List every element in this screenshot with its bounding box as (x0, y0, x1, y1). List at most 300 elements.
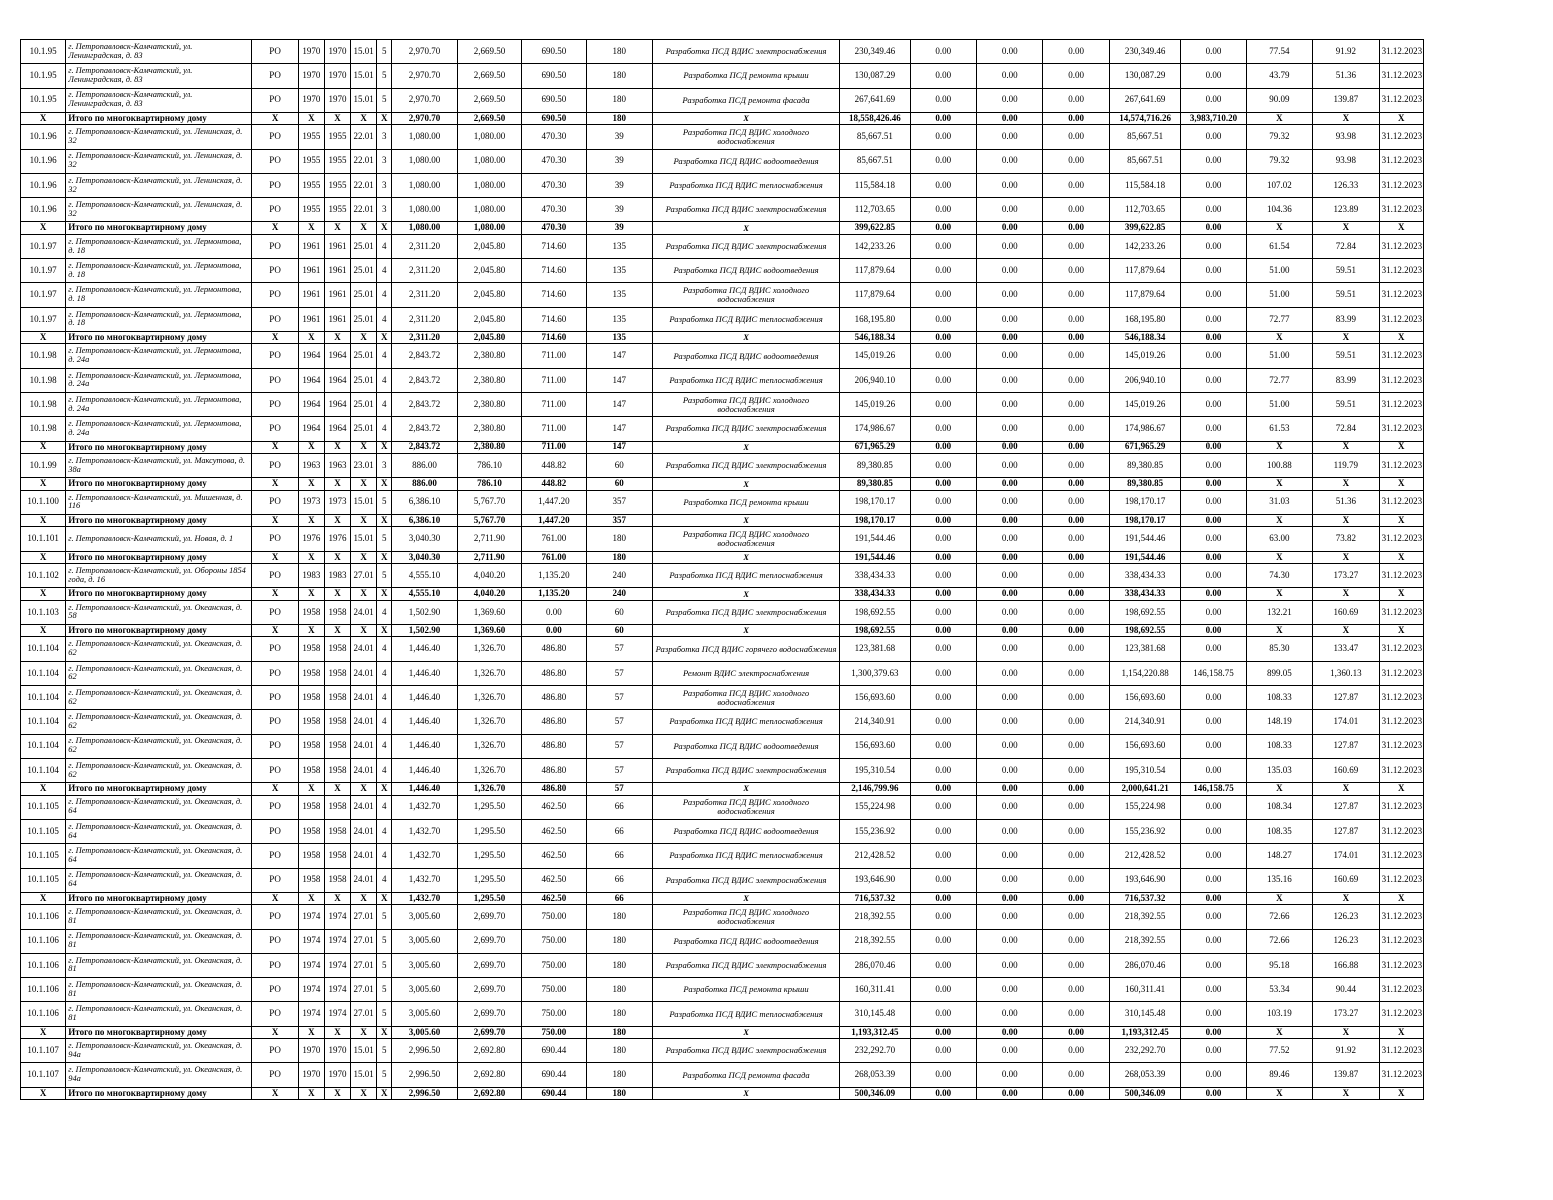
cell-cost-owners: 0.00 (1181, 1063, 1246, 1087)
cell-total-cost: 123,381.68 (840, 637, 910, 661)
cell-total-cost: 174,986.67 (840, 417, 910, 441)
cell-total-area: 6,386.10 (392, 490, 457, 514)
cell-deadline: 31.12.2023 (1379, 758, 1423, 782)
cell-address: Итого по многоквартирному дому (66, 478, 252, 490)
cell-year-built: 1961 (298, 234, 324, 258)
cell-year-built: 1964 (298, 368, 324, 392)
cell-id: 10.1.95 (21, 40, 66, 64)
table-row (21, 844, 1424, 868)
cell-deadline: 31.12.2023 (1379, 173, 1423, 197)
cell-year-commission: 1958 (324, 637, 350, 661)
cell-living-area: 2,380.80 (457, 344, 521, 368)
cell-form: Х (252, 112, 298, 124)
cell-floors: 3 (377, 198, 392, 222)
cell-building-category: Х (351, 478, 377, 490)
cell-year-commission: 1958 (324, 710, 350, 734)
cell-cost-local: 0.00 (1043, 234, 1109, 258)
cell-cost-regional: 0.00 (977, 478, 1043, 490)
cell-floors: Х (377, 783, 392, 795)
cell-total-cost: 198,170.17 (840, 490, 910, 514)
table-row (21, 868, 1424, 892)
cell-building-category: 24.01 (351, 710, 377, 734)
cell-total-cost: 89,380.85 (840, 478, 910, 490)
cell-address: г. Петропавловск-Камчатский, ул. Океанская, д. 64 (66, 844, 252, 868)
cell-id: 10.1.97 (21, 283, 66, 307)
cell-form: РО (252, 259, 298, 283)
cell-id: 10.1.105 (21, 819, 66, 843)
cell-deadline: 31.12.2023 (1379, 600, 1423, 624)
cell-year-commission: Х (324, 892, 350, 904)
cell-year-commission: 1958 (324, 868, 350, 892)
cell-total-area: 1,080.00 (392, 222, 457, 234)
cell-residents: 135 (586, 332, 652, 344)
cell-common-area: 714.60 (522, 307, 586, 331)
cell-work-type: Х (652, 222, 839, 234)
cell-form: РО (252, 88, 298, 112)
cell-floors: 3 (377, 125, 392, 149)
cell-year-built: 1958 (298, 819, 324, 843)
cell-cost-owners: 0.00 (1181, 307, 1246, 331)
cell-address: г. Петропавловск-Камчатский, ул. Лермонтова, д. 24а (66, 417, 252, 441)
cell-cost-owners: 0.00 (1181, 905, 1246, 929)
cell-residents: 57 (586, 686, 652, 710)
cell-living-area: 2,045.80 (457, 234, 521, 258)
cell-living-area: 2,699.70 (457, 1026, 521, 1038)
cell-total-cost: 268,053.39 (840, 1063, 910, 1087)
cell-unit-cost-limit: Х (1313, 1087, 1379, 1099)
cell-living-area: 2,045.80 (457, 307, 521, 331)
cell-living-area: 2,045.80 (457, 283, 521, 307)
cell-cost-federal: 0.00 (910, 637, 976, 661)
cell-unit-cost-limit: 59.51 (1313, 259, 1379, 283)
cell-total-cost: 18,558,426.46 (840, 112, 910, 124)
cell-floors: Х (377, 892, 392, 904)
cell-deadline: 31.12.2023 (1379, 417, 1423, 441)
cell-residents: 60 (586, 625, 652, 637)
cell-year-built: 1974 (298, 1002, 324, 1026)
cell-work-type: Х (652, 112, 839, 124)
cell-work-type: Разработка ПСД ВДИС теплоснабжения (652, 844, 839, 868)
cell-unit-cost-limit: 72.84 (1313, 417, 1379, 441)
cell-year-built: Х (298, 332, 324, 344)
cell-cost-regional: 0.00 (977, 758, 1043, 782)
cell-address: г. Петропавловск-Камчатский, ул. Лермонтова, д. 24а (66, 393, 252, 417)
cell-cost-fund: 716,537.32 (1109, 892, 1180, 904)
cell-residents: 180 (586, 551, 652, 563)
cell-building-category: Х (351, 332, 377, 344)
cell-deadline: 31.12.2023 (1379, 795, 1423, 819)
cell-year-commission: 1970 (324, 88, 350, 112)
cell-total-area: 2,996.50 (392, 1063, 457, 1087)
cell-year-built: 1964 (298, 344, 324, 368)
cell-year-built: 1963 (298, 454, 324, 478)
cell-building-category: 24.01 (351, 795, 377, 819)
cell-unit-cost-limit: 59.51 (1313, 283, 1379, 307)
cell-total-cost: 198,692.55 (840, 600, 910, 624)
cell-unit-cost-fact: 135.03 (1246, 758, 1312, 782)
total-row (21, 1087, 1424, 1099)
cell-address: г. Петропавловск-Камчатский, ул. Океанская, д. 94а (66, 1039, 252, 1063)
cell-cost-federal: 0.00 (910, 795, 976, 819)
cell-form: РО (252, 417, 298, 441)
cell-building-category: 24.01 (351, 734, 377, 758)
cell-total-cost: 2,146,799.96 (840, 783, 910, 795)
cell-residents: 66 (586, 844, 652, 868)
cell-total-cost: 156,693.60 (840, 734, 910, 758)
cell-living-area: 2,711.90 (457, 527, 521, 551)
cell-cost-local: 0.00 (1043, 868, 1109, 892)
cell-living-area: 2,699.70 (457, 978, 521, 1002)
cell-total-area: 1,080.00 (392, 149, 457, 173)
cell-cost-fund: 155,236.92 (1109, 819, 1180, 843)
cell-residents: 180 (586, 905, 652, 929)
table-row (21, 307, 1424, 331)
cell-cost-fund: 268,053.39 (1109, 1063, 1180, 1087)
cell-total-area: 2,311.20 (392, 307, 457, 331)
cell-id: Х (21, 892, 66, 904)
cell-cost-fund: 168,195.80 (1109, 307, 1180, 331)
cell-cost-owners: 0.00 (1181, 515, 1246, 527)
cell-floors: Х (377, 332, 392, 344)
cell-building-category: 25.01 (351, 307, 377, 331)
cell-residents: 180 (586, 1002, 652, 1026)
cell-building-category: Х (351, 222, 377, 234)
cell-building-category: 25.01 (351, 368, 377, 392)
cell-living-area: 2,692.80 (457, 1039, 521, 1063)
cell-cost-fund: 117,879.64 (1109, 259, 1180, 283)
cell-cost-federal: 0.00 (910, 929, 976, 953)
cell-floors: 4 (377, 844, 392, 868)
cell-cost-regional: 0.00 (977, 734, 1043, 758)
cell-building-category: Х (351, 1026, 377, 1038)
cell-building-category: Х (351, 515, 377, 527)
cell-residents: 180 (586, 978, 652, 1002)
cell-floors: Х (377, 1026, 392, 1038)
cell-cost-local: 0.00 (1043, 490, 1109, 514)
cell-work-type: Разработка ПСД ВДИС электроснабжения (652, 953, 839, 977)
cell-common-area: 750.00 (522, 929, 586, 953)
cell-cost-regional: 0.00 (977, 686, 1043, 710)
cell-unit-cost-limit: Х (1313, 515, 1379, 527)
table-row (21, 234, 1424, 258)
cell-total-area: 2,970.70 (392, 64, 457, 88)
cell-cost-regional: 0.00 (977, 1002, 1043, 1026)
cell-form: РО (252, 686, 298, 710)
cell-id: 10.1.100 (21, 490, 66, 514)
cell-year-built: 1958 (298, 844, 324, 868)
cell-form: Х (252, 441, 298, 453)
cell-total-area: 1,432.70 (392, 795, 457, 819)
cell-year-built: 1964 (298, 417, 324, 441)
cell-cost-regional: 0.00 (977, 198, 1043, 222)
table-row (21, 978, 1424, 1002)
cell-work-type: Разработка ПСД ВДИС горячего водоснабжения (652, 637, 839, 661)
cell-unit-cost-fact: Х (1246, 478, 1312, 490)
cell-unit-cost-limit: 59.51 (1313, 393, 1379, 417)
cell-common-area: 714.60 (522, 259, 586, 283)
cell-cost-fund: 112,703.65 (1109, 198, 1180, 222)
cell-cost-owners: 0.00 (1181, 173, 1246, 197)
table-row (21, 734, 1424, 758)
cell-common-area: 470.30 (522, 222, 586, 234)
cell-id: 10.1.97 (21, 307, 66, 331)
cell-cost-owners: 0.00 (1181, 844, 1246, 868)
cell-floors: 5 (377, 1063, 392, 1087)
cell-floors: 4 (377, 393, 392, 417)
cell-living-area: 2,699.70 (457, 905, 521, 929)
cell-cost-owners: 0.00 (1181, 478, 1246, 490)
cell-floors: 3 (377, 149, 392, 173)
cell-floors: 5 (377, 905, 392, 929)
cell-id: Х (21, 222, 66, 234)
cell-common-area: 486.80 (522, 637, 586, 661)
cell-unit-cost-fact: 79.32 (1246, 125, 1312, 149)
cell-total-cost: 117,879.64 (840, 283, 910, 307)
cell-year-commission: 1955 (324, 198, 350, 222)
cell-building-category: 22.01 (351, 173, 377, 197)
cell-year-commission: 1964 (324, 344, 350, 368)
cell-common-area: 470.30 (522, 125, 586, 149)
cell-id: Х (21, 625, 66, 637)
cell-floors: Х (377, 1087, 392, 1099)
cell-residents: 57 (586, 783, 652, 795)
cell-total-area: 2,311.20 (392, 332, 457, 344)
cell-work-type: Разработка ПСД ВДИС холодного водоснабжения (652, 686, 839, 710)
cell-cost-owners: 0.00 (1181, 527, 1246, 551)
cell-work-type: Разработка ПСД ВДИС теплоснабжения (652, 368, 839, 392)
cell-work-type: Х (652, 892, 839, 904)
cell-cost-regional: 0.00 (977, 661, 1043, 685)
cell-unit-cost-fact: 51.00 (1246, 393, 1312, 417)
cell-residents: 180 (586, 1026, 652, 1038)
cell-living-area: 5,767.70 (457, 515, 521, 527)
cell-living-area: 1,326.70 (457, 661, 521, 685)
cell-address: г. Петропавловск-Камчатский, ул. Океанская, д. 62 (66, 637, 252, 661)
cell-cost-owners: 0.00 (1181, 1002, 1246, 1026)
cell-year-commission: 1963 (324, 454, 350, 478)
cell-deadline: 31.12.2023 (1379, 198, 1423, 222)
cell-building-category: 25.01 (351, 283, 377, 307)
cell-cost-owners: 0.00 (1181, 1026, 1246, 1038)
cell-total-area: 1,446.40 (392, 661, 457, 685)
cell-work-type: Разработка ПСД ВДИС электроснабжения (652, 1039, 839, 1063)
cell-cost-federal: 0.00 (910, 222, 976, 234)
cell-total-cost: 206,940.10 (840, 368, 910, 392)
cell-year-commission: Х (324, 332, 350, 344)
cell-work-type: Разработка ПСД ремонта крыши (652, 64, 839, 88)
cell-form: РО (252, 758, 298, 782)
cell-cost-fund: 218,392.55 (1109, 905, 1180, 929)
cell-cost-fund: 156,693.60 (1109, 686, 1180, 710)
cell-id: 10.1.104 (21, 661, 66, 685)
cell-cost-federal: 0.00 (910, 978, 976, 1002)
cell-cost-fund: 191,544.46 (1109, 551, 1180, 563)
cell-cost-regional: 0.00 (977, 149, 1043, 173)
cell-year-built: Х (298, 1087, 324, 1099)
cell-year-built: Х (298, 625, 324, 637)
cell-cost-federal: 0.00 (910, 758, 976, 782)
cell-floors: 5 (377, 1002, 392, 1026)
cell-living-area: 2,669.50 (457, 40, 521, 64)
cell-cost-fund: 198,692.55 (1109, 625, 1180, 637)
total-row (21, 588, 1424, 600)
cell-work-type: Разработка ПСД ВДИС холодного водоснабжения (652, 795, 839, 819)
cell-floors: 4 (377, 368, 392, 392)
cell-living-area: 1,326.70 (457, 710, 521, 734)
cell-total-area: 2,843.72 (392, 368, 457, 392)
cell-common-area: 750.00 (522, 1026, 586, 1038)
cell-cost-owners: 146,158.75 (1181, 783, 1246, 795)
cell-unit-cost-fact: 108.33 (1246, 686, 1312, 710)
cell-id: 10.1.98 (21, 368, 66, 392)
cell-work-type: Разработка ПСД ремонта крыши (652, 490, 839, 514)
cell-unit-cost-fact: 95.18 (1246, 953, 1312, 977)
cell-year-built: 1973 (298, 490, 324, 514)
cell-unit-cost-fact: Х (1246, 441, 1312, 453)
total-row (21, 222, 1424, 234)
cell-id: Х (21, 441, 66, 453)
cell-living-area: 786.10 (457, 478, 521, 490)
cell-living-area: 2,669.50 (457, 112, 521, 124)
cell-total-area: 1,446.40 (392, 686, 457, 710)
cell-unit-cost-fact: 89.46 (1246, 1063, 1312, 1087)
cell-residents: 147 (586, 417, 652, 441)
cell-cost-fund: 142,233.26 (1109, 234, 1180, 258)
cell-living-area: 2,045.80 (457, 332, 521, 344)
cell-cost-owners: 0.00 (1181, 600, 1246, 624)
cell-common-area: 448.82 (522, 454, 586, 478)
cell-deadline: Х (1379, 112, 1423, 124)
cell-form: РО (252, 795, 298, 819)
cell-id: 10.1.99 (21, 454, 66, 478)
cell-cost-regional: 0.00 (977, 625, 1043, 637)
cell-form: РО (252, 819, 298, 843)
cell-total-area: 2,843.72 (392, 441, 457, 453)
cell-cost-owners: 0.00 (1181, 588, 1246, 600)
cell-floors: 4 (377, 637, 392, 661)
cell-building-category: 24.01 (351, 758, 377, 782)
cell-cost-regional: 0.00 (977, 637, 1043, 661)
cell-address: г. Петропавловск-Камчатский, ул. Океанская, д. 81 (66, 905, 252, 929)
cell-cost-local: 0.00 (1043, 478, 1109, 490)
cell-common-area: 750.00 (522, 978, 586, 1002)
cell-total-cost: 115,584.18 (840, 173, 910, 197)
cell-address: г. Петропавловск-Камчатский, ул. Ленинская, д. 32 (66, 198, 252, 222)
cell-address: г. Петропавловск-Камчатский, ул. Ленинградская, д. 83 (66, 88, 252, 112)
cell-year-commission: 1955 (324, 173, 350, 197)
cell-residents: 135 (586, 283, 652, 307)
cell-floors: 4 (377, 819, 392, 843)
cell-living-area: 2,699.70 (457, 953, 521, 977)
cell-deadline: 31.12.2023 (1379, 283, 1423, 307)
cell-deadline: Х (1379, 478, 1423, 490)
total-row (21, 112, 1424, 124)
total-row (21, 478, 1424, 490)
cell-floors: Х (377, 478, 392, 490)
cell-total-area: 1,446.40 (392, 758, 457, 782)
cell-id: 10.1.106 (21, 978, 66, 1002)
table-row (21, 661, 1424, 685)
table-row (21, 173, 1424, 197)
cell-total-cost: 156,693.60 (840, 686, 910, 710)
cell-year-built: 1970 (298, 64, 324, 88)
cell-total-area: 1,080.00 (392, 198, 457, 222)
cell-id: 10.1.107 (21, 1039, 66, 1063)
cell-deadline: Х (1379, 551, 1423, 563)
cell-cost-regional: 0.00 (977, 125, 1043, 149)
cell-form: РО (252, 393, 298, 417)
cell-id: Х (21, 588, 66, 600)
cell-year-commission: 1974 (324, 905, 350, 929)
cell-work-type: Х (652, 588, 839, 600)
cell-cost-federal: 0.00 (910, 198, 976, 222)
cell-floors: 5 (377, 64, 392, 88)
cell-year-commission: 1961 (324, 259, 350, 283)
cell-form: РО (252, 710, 298, 734)
cell-year-built: 1958 (298, 758, 324, 782)
cell-deadline: Х (1379, 515, 1423, 527)
cell-form: Х (252, 478, 298, 490)
cell-cost-owners: 0.00 (1181, 454, 1246, 478)
cell-cost-federal: 0.00 (910, 661, 976, 685)
cell-year-commission: Х (324, 112, 350, 124)
cell-cost-federal: 0.00 (910, 1026, 976, 1038)
cell-building-category: 22.01 (351, 125, 377, 149)
cell-total-cost: 198,170.17 (840, 515, 910, 527)
cell-cost-federal: 0.00 (910, 686, 976, 710)
cell-unit-cost-fact: 104.36 (1246, 198, 1312, 222)
table-row (21, 795, 1424, 819)
cell-id: Х (21, 332, 66, 344)
cell-cost-federal: 0.00 (910, 892, 976, 904)
cell-total-area: 3,005.60 (392, 929, 457, 953)
cell-form: РО (252, 1063, 298, 1087)
total-row (21, 625, 1424, 637)
cell-year-built: 1958 (298, 710, 324, 734)
table-row (21, 64, 1424, 88)
cell-unit-cost-fact: 61.53 (1246, 417, 1312, 441)
cell-unit-cost-limit: 59.51 (1313, 344, 1379, 368)
cell-id: 10.1.96 (21, 125, 66, 149)
cell-address: г. Петропавловск-Камчатский, ул. Океанская, д. 81 (66, 929, 252, 953)
cell-year-commission: 1976 (324, 527, 350, 551)
cell-year-built: 1970 (298, 88, 324, 112)
cell-total-area: 2,996.50 (392, 1039, 457, 1063)
cell-building-category: 25.01 (351, 259, 377, 283)
cell-cost-regional: 0.00 (977, 393, 1043, 417)
cell-cost-fund: 193,646.90 (1109, 868, 1180, 892)
cell-year-commission: 1964 (324, 368, 350, 392)
cell-residents: 66 (586, 795, 652, 819)
cell-cost-fund: 89,380.85 (1109, 454, 1180, 478)
cell-residents: 39 (586, 173, 652, 197)
cell-deadline: Х (1379, 1026, 1423, 1038)
cell-unit-cost-fact: 85.30 (1246, 637, 1312, 661)
cell-cost-federal: 0.00 (910, 125, 976, 149)
cell-total-cost: 716,537.32 (840, 892, 910, 904)
cell-cost-federal: 0.00 (910, 112, 976, 124)
cell-living-area: 1,080.00 (457, 222, 521, 234)
cell-unit-cost-fact: 43.79 (1246, 64, 1312, 88)
table-row (21, 686, 1424, 710)
cell-cost-federal: 0.00 (910, 710, 976, 734)
cell-floors: 5 (377, 1039, 392, 1063)
cell-unit-cost-limit: 173.27 (1313, 564, 1379, 588)
cell-living-area: 2,380.80 (457, 368, 521, 392)
cell-residents: 57 (586, 637, 652, 661)
cell-id: 10.1.104 (21, 637, 66, 661)
cell-address: г. Петропавловск-Камчатский, ул. Океанская, д. 81 (66, 953, 252, 977)
